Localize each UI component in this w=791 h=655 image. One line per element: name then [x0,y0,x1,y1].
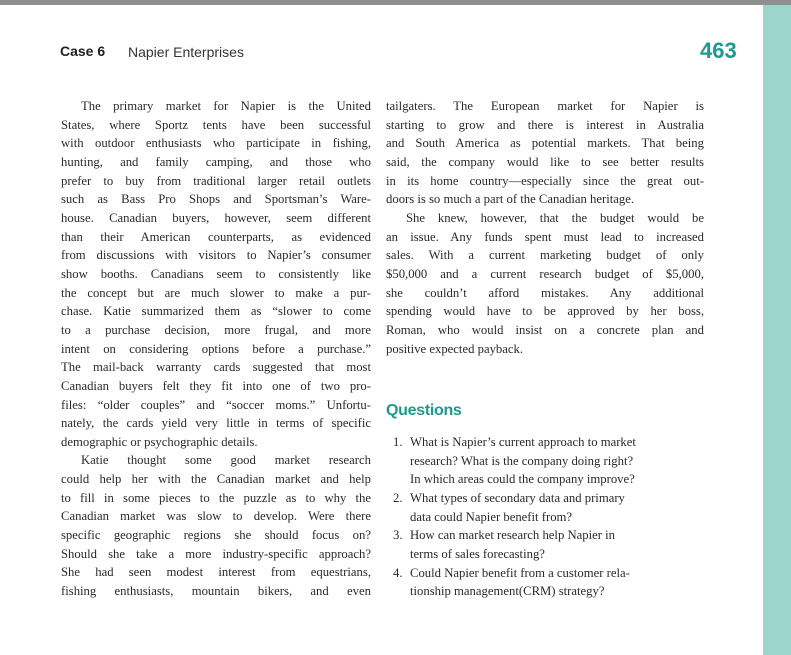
text-line: Roman, who would insist on a concrete plan and [386,322,704,337]
right-text-column [386,97,704,358]
text-line: fishing enthusiasts, mountain bikers, and even [61,584,371,599]
text-line: to a purchase decision, more frugal, and more [61,322,371,337]
question-line: In which areas could the company improve? [410,472,635,487]
questions-heading: Questions [386,402,462,419]
text-line: sales. With a current marketing budget of only [386,248,704,263]
text-line: said, the company would like to see better results [386,154,704,169]
text-line: she couldn’t afford mistakes. Any additional [386,285,704,300]
text-line: doors is so much a part of the Canadian heritage. [386,192,635,207]
text-line: prefer to buy from traditional larger retail outlets [61,173,371,188]
text-line: files: “older couples” and “soccer moms.” Unfortu- [61,397,371,412]
text-line: nately, the cards yield very little in terms of specific [61,416,371,431]
text-line: Canadian market was slow to develop. Were there [61,509,371,524]
text-line: hunting, and family camping, and those who [61,154,371,169]
page-edge-tab [763,5,791,655]
questions-list [393,433,708,601]
text-line: She had seen modest interest from equestrians, [61,565,371,580]
text-line: States, where Sportz tents have been successful [61,117,371,132]
text-line: with outdoor enthusiasts who participate in fishing, [61,136,371,151]
text-line: The mail-back warranty cards suggested that most [61,360,371,375]
question-item [393,526,708,563]
text-line: an issue. Any funds spent must lead to increased [386,229,704,244]
text-line: such as Bass Pro Shops and Sportsman’s Ware- [61,192,371,207]
case-label: Case 6 [60,43,106,59]
question-line: What types of secondary data and primary [410,490,625,505]
text-line: Should she take a more industry-specific approach? [61,546,371,561]
text-line: to fill in some pieces to the puzzle as to why the [61,490,371,505]
text-line: She knew, however, that the budget would be [406,210,704,225]
question-number: 3. [393,528,403,543]
question-item [393,489,708,526]
question-number: 1. [393,435,403,449]
top-border [0,0,791,5]
text-line: intent on considering options before a purchase.” [61,341,371,356]
question-line: tionship management(CRM) strategy? [410,584,605,599]
text-line: Katie thought some good market research [81,453,371,468]
text-line: starting to grow and there is interest in Australia [386,117,704,132]
text-line: from discussions with visitors to Napier’s consumer [61,248,371,263]
question-line: terms of sales forecasting? [410,546,545,561]
question-number: 4. [393,565,403,580]
question-item [393,564,708,601]
text-line: The primary market for Napier is the United [81,99,371,113]
text-line: tailgaters. The European market for Napier is [386,99,704,113]
text-line: chase. Katie summarized them as “slower to come [61,304,371,319]
text-line: and South America as potential markets. That being [386,136,704,151]
text-line: could help her with the Canadian market and help [61,472,371,487]
text-line: demographic or psychographic details. [61,434,258,449]
case-title: Napier Enterprises [128,44,244,60]
question-line: data could Napier benefit from? [410,509,573,524]
text-line: house. Canadian buyers, however, seem different [61,210,371,225]
text-line: $50,000 and a current research budget of $5,000, [386,266,704,281]
question-line: research? What is the company doing right? [410,453,634,468]
question-line: What is Napier’s current approach to market [410,435,636,449]
text-line: the concept but are much slower to make a pur- [61,285,371,300]
text-line: show booths. Canadians seem to consistently like [61,266,371,281]
text-line: Canadian buyers felt they fit into one of two pro- [61,378,371,393]
text-line: than their American counterparts, as evidenced [61,229,371,244]
text-line: positive expected payback. [386,341,524,356]
question-number: 2. [393,490,403,505]
page-number: 463 [700,38,737,63]
text-line: spending would have to be approved by her boss, [386,304,704,319]
question-item [393,433,708,489]
text-line: in its home country—especially since the great out- [386,173,704,188]
left-text-column [61,97,371,601]
question-line: Could Napier benefit from a customer rela- [410,565,630,580]
text-line: specific geographic regions she should focus on? [61,528,371,543]
question-line: How can market research help Napier in [410,528,616,543]
